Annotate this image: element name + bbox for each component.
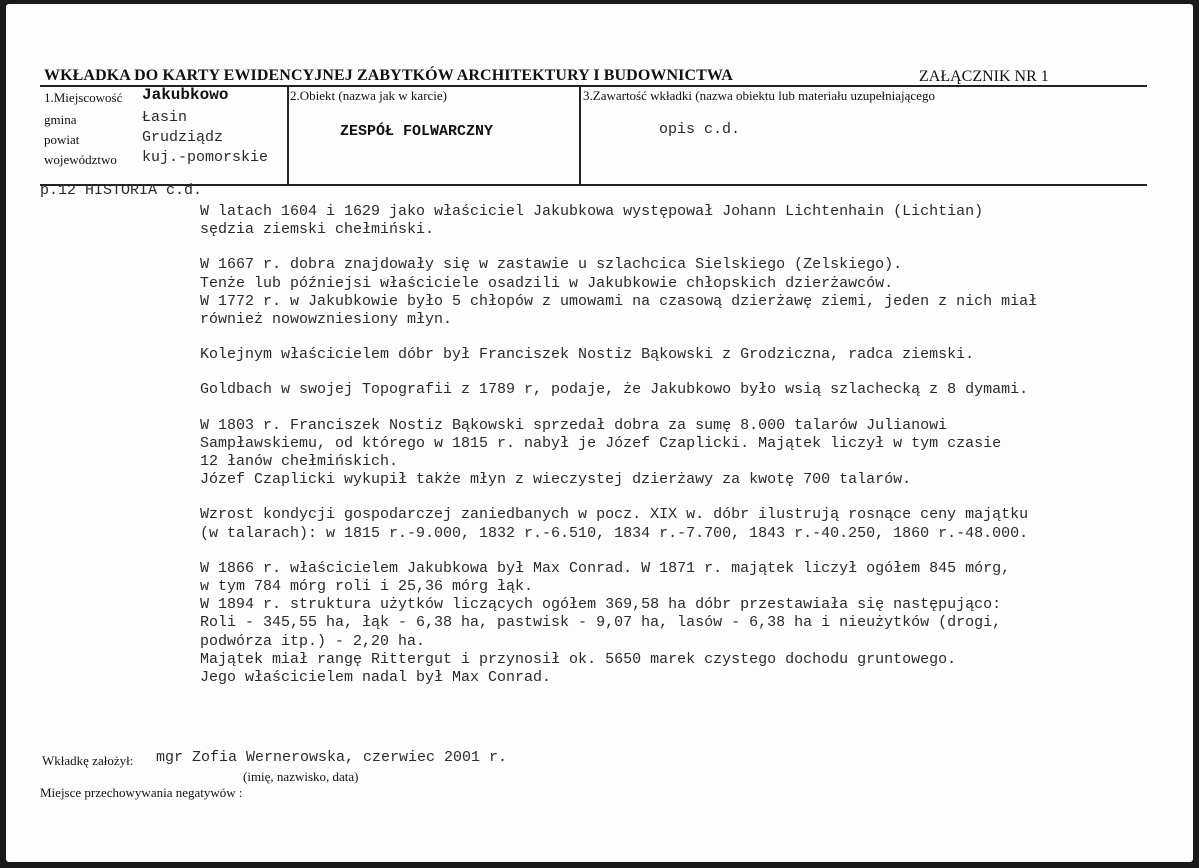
miejscowosc-value: Jakubkowo bbox=[142, 86, 229, 104]
paragraph: Kolejnym właścicielem dóbr był Franciszek Nostiz Bąkowski z Grodziczna, radca ziemski. bbox=[200, 346, 975, 364]
paragraph: Goldbach w swojej Topografii z 1789 r, podaje, że Jakubkowo było wsią szlachecką z 8 dymami. bbox=[200, 381, 1029, 399]
section-heading: p.12 HISTORIA c.d. bbox=[40, 182, 203, 199]
document-title: WKŁADKA DO KARTY EWIDENCYJNEJ ZABYTKÓW ARCHITEKTURY I BUDOWNICTWA bbox=[44, 67, 733, 84]
wojewodztwo-label: województwo bbox=[44, 152, 117, 167]
paragraph: W 1667 r. dobra znajdowały się w zastawie u szlachcica Sielskiego (Zelskiego). Tenże lub późniejsi właściciele osadzili w Jakubkowie chłopskich dzierżawców. W 1772 r. w Jakubkowie było 5 chłopów z umowami na czasową dzierżawę ziemi, jeden z nich miał również nowowzniesiony młyn. bbox=[200, 256, 1038, 329]
negatives-label: Miejsce przechowywania negatywów : bbox=[40, 785, 243, 800]
column-divider-1 bbox=[287, 85, 289, 185]
history-body bbox=[200, 203, 1160, 704]
author-label: Wkładkę założył: bbox=[42, 753, 134, 768]
powiat-label: powiat bbox=[44, 132, 80, 147]
object-value: ZESPÓŁ FOLWARCZNY bbox=[340, 123, 494, 140]
paragraph: W 1803 r. Franciszek Nostiz Bąkowski sprzedał dobra za sumę 8.000 talarów Julianowi Sampławskiemu, od którego w 1815 r. nabył je Józef Czaplicki. Majątek liczył w tym czasie 12 łanów chełmińskich. Józef Czaplicki wykupił także młyn z wieczystej dzierżawy za kwotę 700 talarów. bbox=[200, 416, 1002, 489]
content-label: 3.Zawartość wkładki (nazwa obiektu lub materiału uzupełniającego bbox=[583, 88, 935, 103]
column-divider-2 bbox=[579, 85, 581, 185]
gmina-label: gmina bbox=[44, 112, 77, 127]
paragraph: Wzrost kondycji gospodarczej zaniedbanych w pocz. XIX w. dóbr ilustrują rosnące ceny majątku (w talarach): w 1815 r.-9.000, 1832 r.-6.510, 1834 r.-7.700, 1843 r.-40.250, 1860 r.-48.000. bbox=[200, 506, 1029, 542]
paragraph: W latach 1604 i 1629 jako właściciel Jakubkowa występował Johann Lichtenhain (Lichtian) sędzia ziemski chełmiński. bbox=[200, 203, 984, 239]
content-value: opis c.d. bbox=[659, 121, 741, 138]
author-hint: (imię, nazwisko, data) bbox=[243, 769, 359, 784]
record-card bbox=[6, 4, 1193, 862]
miejscowosc-label: 1.Miejscowość bbox=[44, 90, 123, 105]
gmina-value: Łasin bbox=[142, 109, 188, 126]
paragraph: W 1866 r. właścicielem Jakubkowa był Max Conrad. W 1871 r. majątek liczył ogółem 845 mórg, w tym 784 mórg roli i 25,36 mórg łąk. W 1894 r. struktura użytków liczących ogółem 369,58 ha dóbr przestawiała się następująco: Roli - 345,55 ha, łąk - 6,38 ha, pastwisk - 9,07 ha, lasów - 6,38 ha i nieużytków (drogi, podwórza itp.) - 2,20 ha. Majątek miał rangę Rittergut i przynosił ok. 5650 marek czystego dochodu gruntowego. Jego właścicielem nadal był Max Conrad. bbox=[200, 559, 1011, 687]
attachment-number: ZAŁĄCZNIK NR 1 bbox=[919, 68, 1049, 85]
powiat-value: Grudziądz bbox=[142, 129, 224, 146]
header-rule-bottom bbox=[40, 184, 1147, 186]
object-label: 2.Obiekt (nazwa jak w karcie) bbox=[290, 88, 448, 103]
author-value: mgr Zofia Wernerowska, czerwiec 2001 r. bbox=[156, 749, 508, 766]
wojewodztwo-value: kuj.-pomorskie bbox=[142, 149, 269, 166]
